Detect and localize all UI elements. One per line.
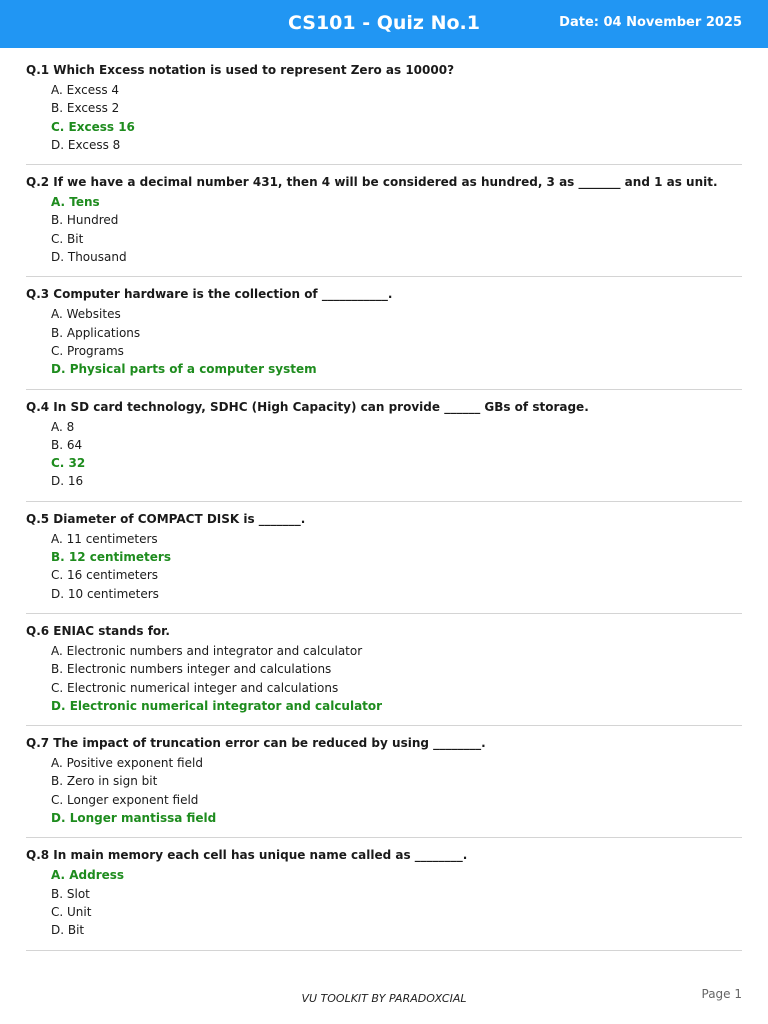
question-text: Q.1 Which Excess notation is used to represent Zero as 10000? [26,63,455,77]
answer-option: C. Programs [51,343,124,358]
answer-option: B. Zero in sign bit [51,774,158,789]
question-block [26,845,742,950]
question-block [26,172,742,277]
answer-option: D. 10 centimeters [51,586,159,601]
answer-option: C. 16 centimeters [51,568,159,583]
answer-option: D. Bit [51,923,85,938]
question-block [26,621,742,726]
question-text: Q.7 The impact of truncation error can be reduced by using ________. [26,736,486,751]
correct-answer-option: D. Longer mantissa field [51,811,217,826]
answer-option: A. Positive exponent field [51,756,203,771]
answer-option: B. 64 [51,437,83,452]
answer-option: B. Applications [51,325,141,340]
question-text: Q.6 ENIAC stands for. [26,623,170,638]
answer-option: B. Hundred [51,213,119,228]
answer-option: D. Excess 8 [51,137,121,152]
answer-option: B. Slot [51,886,90,901]
correct-answer-option: B. 12 centimeters [51,550,171,565]
correct-answer-option: D. Electronic numerical integrator and calculator [51,698,383,713]
answer-option: C. Electronic numerical integer and calculations [51,680,339,695]
answer-option: C. Bit [51,231,84,246]
question-text: Q.8 In main memory each cell has unique name called as ________. [26,848,468,863]
answer-option: A. Excess 4 [51,83,120,97]
answer-option: A. 8 [51,419,75,434]
correct-answer-option: C. 32 [51,456,86,471]
question-text: Q.5 Diameter of COMPACT DISK is _______. [26,511,306,526]
answer-option: D. Thousand [51,250,127,265]
correct-answer-option: D. Physical parts of a computer system [51,362,317,377]
answer-option: D. 16 [51,474,84,489]
question-text: Q.3 Computer hardware is the collection of ___________. [26,287,393,302]
question-block [26,397,742,502]
question-block [26,60,742,165]
answer-option: C. Unit [51,904,92,919]
question-block [26,733,742,838]
question-text: Q.4 In SD card technology, SDHC (High Capacity) can provide ______ GBs of storage. [26,399,589,414]
answer-option: B. Excess 2 [51,101,120,116]
question-block [26,509,742,614]
page-header [0,0,768,48]
correct-answer-option: C. Excess 16 [51,119,135,134]
question-block [26,284,742,389]
question-text: Q.2 If we have a decimal number 431, then 4 will be considered as hundred, 3 as _______ and 1 as unit. [26,175,718,190]
question-list [26,60,742,958]
answer-option: B. Electronic numbers integer and calculations [51,662,332,677]
answer-option: A. Websites [51,307,121,322]
footer-credit: VU TOOLKIT BY PARADOXCIAL [301,992,467,1005]
answer-option: C. Longer exponent field [51,792,199,807]
quiz-title: CS101 - Quiz No.1 [287,12,480,34]
answer-option: A. 11 centimeters [51,531,158,546]
page-number: Page 1 [701,987,742,1001]
correct-answer-option: A. Address [51,868,125,883]
correct-answer-option: A. Tens [51,195,100,210]
quiz-date: Date: 04 November 2025 [559,15,742,30]
answer-option: A. Electronic numbers and integrator and calculator [51,643,363,658]
